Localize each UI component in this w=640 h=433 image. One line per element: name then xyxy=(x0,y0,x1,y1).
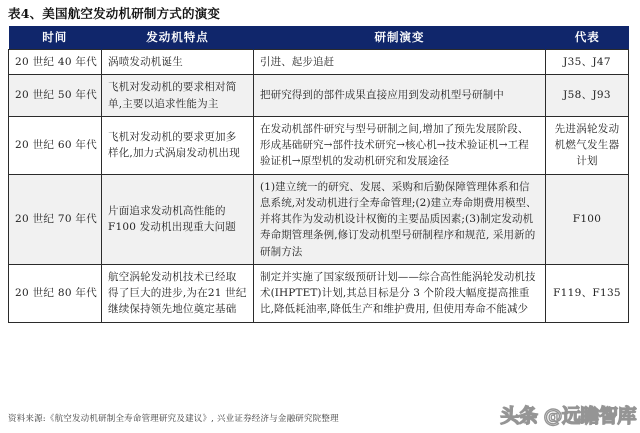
table-body xyxy=(9,50,629,323)
cell-representative: J35、J47 xyxy=(546,50,629,75)
cell-evolution: (1)建立统一的研究、发展、采购和后勤保障管理体系和信息系统,对发动机进行全寿命管理;(2)建立寿命期费用模型、并将其作为发动机设计权衡的主要品质因素;(3)制定发动机寿命期管理条例,修订发动机型号研制程序和规范, 采用新的研制方法 xyxy=(254,174,546,264)
column-header-representative: 代表 xyxy=(546,26,629,50)
table-row xyxy=(9,75,629,117)
cell-feature: 航空涡轮发动机技术已经取得了巨大的进步,为在21 世纪继续保持领先地位奠定基础 xyxy=(102,264,254,322)
table-header xyxy=(9,26,629,50)
cell-representative: 先进涡轮发动机燃气发生器计划 xyxy=(546,116,629,174)
column-header-feature: 发动机特点 xyxy=(102,26,254,50)
cell-evolution: 制定并实施了国家级预研计划——综合高性能涡轮发动机技术(IHPTET)计划,其总目标是分 3 个阶段大幅度提高推重比,降低耗油率,降低生产和维护费用, 但使用寿命不能减少 xyxy=(254,264,546,322)
table-row xyxy=(9,50,629,75)
cell-feature: 涡喷发动机诞生 xyxy=(102,50,254,75)
cell-representative: J58、J93 xyxy=(546,75,629,117)
cell-evolution: 在发动机部件研究与型号研制之间,增加了预先发展阶段、形成基础研究→部件技术研究→核心机→技术验证机→工程验证机→原型机的发动机研究和发展途径 xyxy=(254,116,546,174)
cell-representative: F119、F135 xyxy=(546,264,629,322)
cell-evolution: 引进、起步追赶 xyxy=(254,50,546,75)
table-row xyxy=(9,264,629,322)
cell-feature: 片面追求发动机高性能的F100 发动机出现重大问题 xyxy=(102,174,254,264)
engine-evolution-table xyxy=(8,26,629,323)
cell-evolution: 把研究得到的部件成果直接应用到发动机型号研制中 xyxy=(254,75,546,117)
cell-feature: 飞机对发动机的要求更加多样化,加力式涡扇发动机出现 xyxy=(102,116,254,174)
cell-time: 20 世纪 60 年代 xyxy=(9,116,102,174)
cell-time: 20 世纪 80 年代 xyxy=(9,264,102,322)
table-row xyxy=(9,174,629,264)
table-title: 表4、美国航空发动机研制方式的演变 xyxy=(8,6,221,21)
column-header-evolution: 研制演变 xyxy=(254,26,546,50)
watermark: 头条 @远瞻智库 xyxy=(500,405,636,427)
cell-feature: 飞机对发动机的要求相对简单,主要以追求性能为主 xyxy=(102,75,254,117)
cell-time: 20 世纪 40 年代 xyxy=(9,50,102,75)
column-header-time: 时间 xyxy=(9,26,102,50)
table-row xyxy=(9,116,629,174)
cell-representative: F100 xyxy=(546,174,629,264)
source-note: 资料来源:《航空发动机研制全寿命管理研究及建议》, 兴业证券经济与金融研究院整理 xyxy=(8,414,339,424)
table-header-row xyxy=(9,26,629,50)
table-container xyxy=(8,26,628,323)
cell-time: 20 世纪 50 年代 xyxy=(9,75,102,117)
cell-time: 20 世纪 70 年代 xyxy=(9,174,102,264)
